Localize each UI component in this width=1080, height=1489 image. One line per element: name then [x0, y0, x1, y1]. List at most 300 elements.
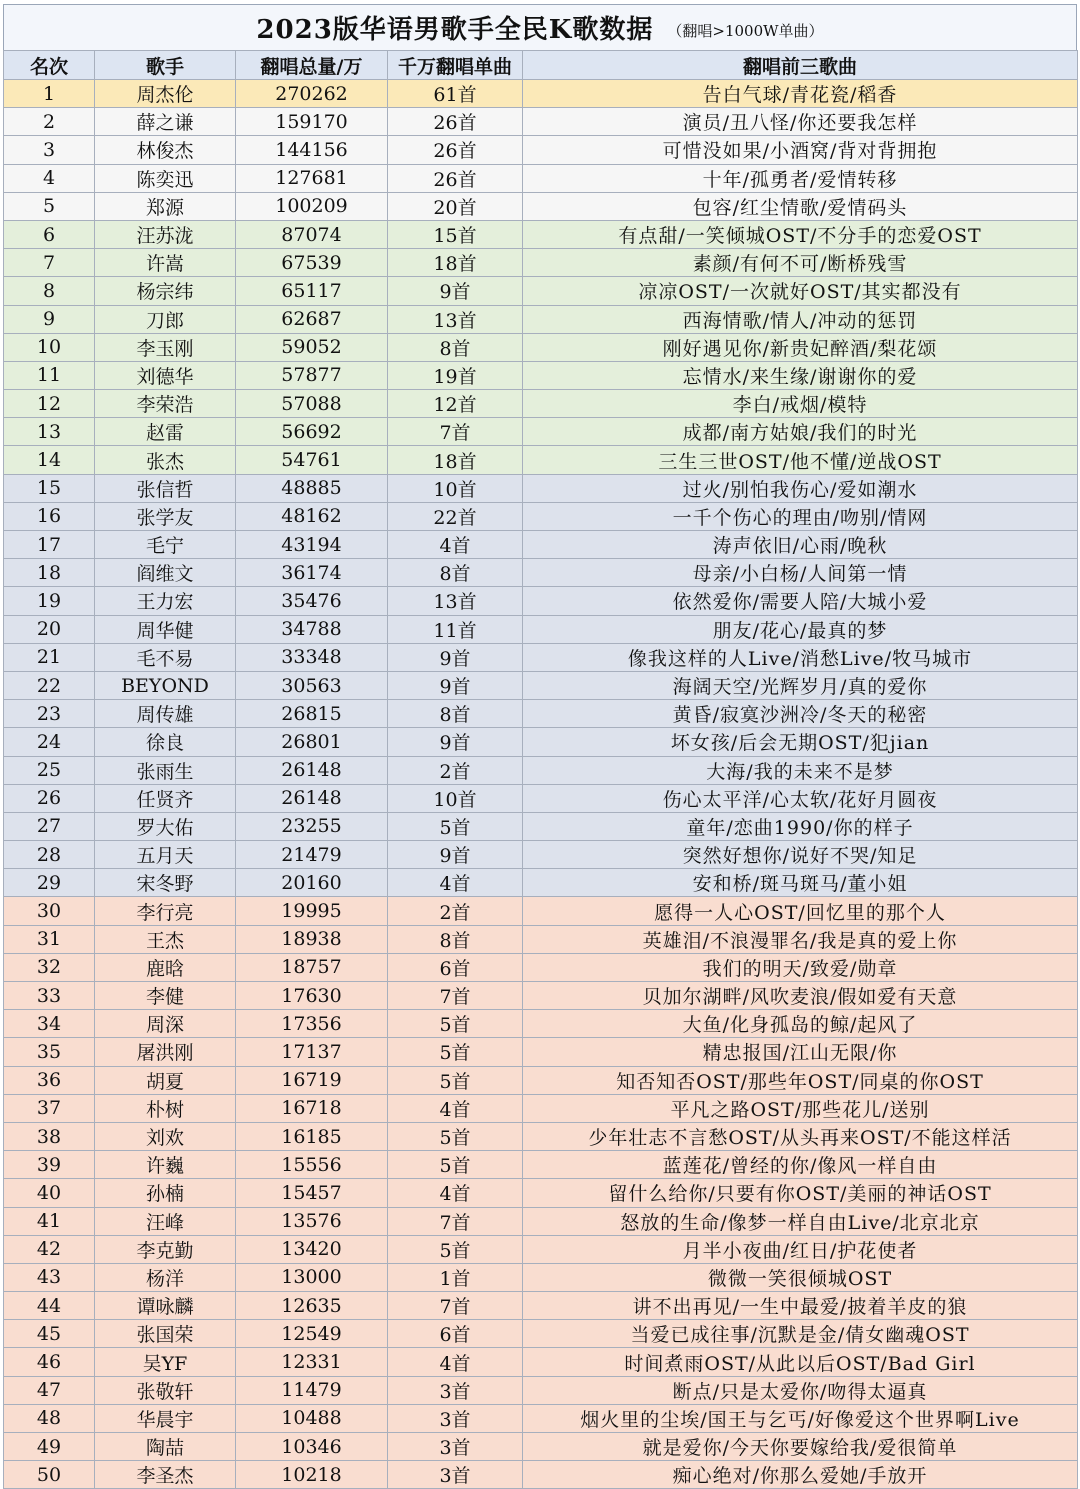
songs-cell: 李白/戒烟/模特: [523, 390, 1078, 418]
rank-cell: 11: [4, 361, 95, 389]
table-row: [4, 80, 1078, 108]
singer-cell: 陶喆: [95, 1433, 236, 1461]
singer-cell: 朴树: [95, 1094, 236, 1122]
table-row: [4, 587, 1078, 615]
total-cell: 87074: [236, 220, 388, 248]
hits-cell: 10首: [388, 474, 523, 502]
table-row: [4, 1207, 1078, 1235]
songs-cell: 大鱼/化身孤岛的鲸/起风了: [523, 1010, 1078, 1038]
hits-cell: 13首: [388, 305, 523, 333]
table-row: [4, 192, 1078, 220]
total-cell: 67539: [236, 249, 388, 277]
hits-cell: 8首: [388, 700, 523, 728]
hits-cell: 5首: [388, 1235, 523, 1263]
table-row: [4, 305, 1078, 333]
rank-cell: 43: [4, 1263, 95, 1291]
total-cell: 15556: [236, 1151, 388, 1179]
hits-cell: 11首: [388, 615, 523, 643]
hits-cell: 18首: [388, 249, 523, 277]
table-row: [4, 643, 1078, 671]
singer-cell: 张学友: [95, 502, 236, 530]
page-title: 2023版华语男歌手全民K歌数据: [256, 15, 654, 45]
rank-cell: 33: [4, 982, 95, 1010]
table-row: [4, 502, 1078, 530]
header-songs: 翻唱前三歌曲: [523, 51, 1078, 80]
total-cell: 43194: [236, 531, 388, 559]
hits-cell: 19首: [388, 361, 523, 389]
singer-cell: 张信哲: [95, 474, 236, 502]
songs-cell: 素颜/有何不可/断桥残雪: [523, 249, 1078, 277]
songs-cell: 精忠报国/江山无限/你: [523, 1038, 1078, 1066]
songs-cell: 就是爱你/今天你要嫁给我/爱很简单: [523, 1433, 1078, 1461]
hits-cell: 7首: [388, 1292, 523, 1320]
table-row: [4, 1122, 1078, 1150]
total-cell: 18938: [236, 925, 388, 953]
songs-cell: 烟火里的尘埃/国王与乞丐/好像爱这个世界啊Live: [523, 1404, 1078, 1432]
total-cell: 34788: [236, 615, 388, 643]
hits-cell: 3首: [388, 1433, 523, 1461]
table-row: [4, 784, 1078, 812]
singer-cell: 五月天: [95, 841, 236, 869]
rank-cell: 39: [4, 1151, 95, 1179]
songs-cell: 微微一笑很倾城OST: [523, 1263, 1078, 1291]
table-row: [4, 108, 1078, 136]
rank-cell: 29: [4, 869, 95, 897]
singer-cell: 周深: [95, 1010, 236, 1038]
singer-cell: 毛不易: [95, 643, 236, 671]
hits-cell: 8首: [388, 925, 523, 953]
hits-cell: 9首: [388, 728, 523, 756]
singer-cell: 吴YF: [95, 1348, 236, 1376]
table-row: [4, 671, 1078, 699]
total-cell: 26148: [236, 784, 388, 812]
hits-cell: 10首: [388, 784, 523, 812]
total-cell: 19995: [236, 897, 388, 925]
hits-cell: 5首: [388, 1038, 523, 1066]
table-row: [4, 220, 1078, 248]
singer-cell: 许巍: [95, 1151, 236, 1179]
table-row: [4, 136, 1078, 164]
total-cell: 17137: [236, 1038, 388, 1066]
songs-cell: 伤心太平洋/心太软/花好月圆夜: [523, 784, 1078, 812]
singer-cell: 刘德华: [95, 361, 236, 389]
songs-cell: 安和桥/斑马斑马/董小姐: [523, 869, 1078, 897]
singer-cell: 杨宗纬: [95, 277, 236, 305]
table-row: [4, 277, 1078, 305]
hits-cell: 4首: [388, 1348, 523, 1376]
table-row: [4, 1179, 1078, 1207]
songs-cell: 演员/丑八怪/你还要我怎样: [523, 108, 1078, 136]
rank-cell: 49: [4, 1433, 95, 1461]
rank-cell: 50: [4, 1461, 95, 1489]
singer-cell: BEYOND: [95, 671, 236, 699]
hits-cell: 15首: [388, 220, 523, 248]
singer-cell: 张雨生: [95, 756, 236, 784]
hits-cell: 8首: [388, 559, 523, 587]
table-row: [4, 1376, 1078, 1404]
total-cell: 12331: [236, 1348, 388, 1376]
hits-cell: 7首: [388, 1207, 523, 1235]
total-cell: 26148: [236, 756, 388, 784]
total-cell: 10346: [236, 1433, 388, 1461]
rank-cell: 17: [4, 531, 95, 559]
table-row: [4, 1348, 1078, 1376]
songs-cell: 朋友/花心/最真的梦: [523, 615, 1078, 643]
songs-cell: 母亲/小白杨/人间第一情: [523, 559, 1078, 587]
hits-cell: 7首: [388, 982, 523, 1010]
table-row: [4, 925, 1078, 953]
hits-cell: 6首: [388, 953, 523, 981]
total-cell: 144156: [236, 136, 388, 164]
table-row: [4, 1094, 1078, 1122]
songs-cell: 大海/我的未来不是梦: [523, 756, 1078, 784]
rank-cell: 26: [4, 784, 95, 812]
singer-cell: 汪峰: [95, 1207, 236, 1235]
singer-cell: 薛之谦: [95, 108, 236, 136]
songs-cell: 月半小夜曲/红日/护花使者: [523, 1235, 1078, 1263]
rank-cell: 22: [4, 671, 95, 699]
songs-cell: 西海情歌/情人/冲动的惩罚: [523, 305, 1078, 333]
singer-cell: 李行亮: [95, 897, 236, 925]
table-row: [4, 615, 1078, 643]
singer-cell: 周传雄: [95, 700, 236, 728]
total-cell: 54761: [236, 446, 388, 474]
table-row: [4, 1320, 1078, 1348]
table-row: [4, 559, 1078, 587]
rank-cell: 38: [4, 1122, 95, 1150]
rank-cell: 4: [4, 164, 95, 192]
songs-cell: 十年/孤勇者/爱情转移: [523, 164, 1078, 192]
header-singer: 歌手: [95, 51, 236, 80]
rank-cell: 48: [4, 1404, 95, 1432]
total-cell: 16719: [236, 1066, 388, 1094]
songs-cell: 坏女孩/后会无期OST/犯jian: [523, 728, 1078, 756]
rank-cell: 3: [4, 136, 95, 164]
songs-cell: 有点甜/一笑倾城OST/不分手的恋爱OST: [523, 220, 1078, 248]
total-cell: 17356: [236, 1010, 388, 1038]
table-row: [4, 1151, 1078, 1179]
hits-cell: 18首: [388, 446, 523, 474]
rank-cell: 12: [4, 390, 95, 418]
title-bar: [3, 4, 1077, 50]
table-row: [4, 1010, 1078, 1038]
singer-cell: 刀郎: [95, 305, 236, 333]
rank-cell: 45: [4, 1320, 95, 1348]
table-row: [4, 474, 1078, 502]
hits-cell: 4首: [388, 1179, 523, 1207]
rank-cell: 35: [4, 1038, 95, 1066]
hits-cell: 4首: [388, 869, 523, 897]
songs-cell: 贝加尔湖畔/风吹麦浪/假如爱有天意: [523, 982, 1078, 1010]
total-cell: 10218: [236, 1461, 388, 1489]
total-cell: 270262: [236, 80, 388, 108]
hits-cell: 6首: [388, 1320, 523, 1348]
table-row: [4, 700, 1078, 728]
total-cell: 127681: [236, 164, 388, 192]
singer-cell: 郑源: [95, 192, 236, 220]
total-cell: 100209: [236, 192, 388, 220]
table-row: [4, 390, 1078, 418]
total-cell: 17630: [236, 982, 388, 1010]
singer-cell: 杨洋: [95, 1263, 236, 1291]
songs-cell: 凉凉OST/一次就好OST/其实都没有: [523, 277, 1078, 305]
rank-cell: 21: [4, 643, 95, 671]
rank-cell: 2: [4, 108, 95, 136]
hits-cell: 4首: [388, 1094, 523, 1122]
table-row: [4, 333, 1078, 361]
singer-cell: 许嵩: [95, 249, 236, 277]
table-row: [4, 728, 1078, 756]
songs-cell: 时间煮雨OST/从此以后OST/Bad Girl: [523, 1348, 1078, 1376]
rank-cell: 27: [4, 812, 95, 840]
songs-cell: 涛声依旧/心雨/晚秋: [523, 531, 1078, 559]
table-row: [4, 446, 1078, 474]
songs-cell: 像我这样的人Live/消愁Live/牧马城市: [523, 643, 1078, 671]
rank-cell: 46: [4, 1348, 95, 1376]
singer-cell: 王杰: [95, 925, 236, 953]
total-cell: 33348: [236, 643, 388, 671]
singer-cell: 周杰伦: [95, 80, 236, 108]
songs-cell: 愿得一人心OST/回忆里的那个人: [523, 897, 1078, 925]
songs-cell: 我们的明天/致爱/勋章: [523, 953, 1078, 981]
total-cell: 20160: [236, 869, 388, 897]
table-row: [4, 756, 1078, 784]
rank-cell: 32: [4, 953, 95, 981]
page-subtitle: （翻唱>1000W单曲）: [667, 22, 824, 40]
total-cell: 18757: [236, 953, 388, 981]
rank-cell: 31: [4, 925, 95, 953]
rank-cell: 34: [4, 1010, 95, 1038]
hits-cell: 3首: [388, 1376, 523, 1404]
total-cell: 12549: [236, 1320, 388, 1348]
hits-cell: 61首: [388, 80, 523, 108]
singer-cell: 谭咏麟: [95, 1292, 236, 1320]
header-row: [4, 51, 1078, 80]
total-cell: 11479: [236, 1376, 388, 1404]
singer-cell: 陈奕迅: [95, 164, 236, 192]
hits-cell: 20首: [388, 192, 523, 220]
singer-cell: 刘欢: [95, 1122, 236, 1150]
hits-cell: 5首: [388, 1122, 523, 1150]
rank-cell: 13: [4, 418, 95, 446]
total-cell: 57877: [236, 361, 388, 389]
rank-cell: 14: [4, 446, 95, 474]
songs-cell: 包容/红尘情歌/爱情码头: [523, 192, 1078, 220]
rank-cell: 15: [4, 474, 95, 502]
hits-cell: 5首: [388, 1151, 523, 1179]
singer-cell: 林俊杰: [95, 136, 236, 164]
rank-cell: 9: [4, 305, 95, 333]
songs-cell: 英雄泪/不浪漫罪名/我是真的爱上你: [523, 925, 1078, 953]
hits-cell: 4首: [388, 531, 523, 559]
rank-cell: 1: [4, 80, 95, 108]
singer-cell: 李克勤: [95, 1235, 236, 1263]
rank-cell: 19: [4, 587, 95, 615]
rank-cell: 16: [4, 502, 95, 530]
total-cell: 13420: [236, 1235, 388, 1263]
rank-cell: 41: [4, 1207, 95, 1235]
songs-cell: 怒放的生命/像梦一样自由Live/北京北京: [523, 1207, 1078, 1235]
total-cell: 15457: [236, 1179, 388, 1207]
table-row: [4, 418, 1078, 446]
hits-cell: 9首: [388, 671, 523, 699]
songs-cell: 讲不出再见/一生中最爱/披着羊皮的狼: [523, 1292, 1078, 1320]
hits-cell: 2首: [388, 897, 523, 925]
total-cell: 30563: [236, 671, 388, 699]
hits-cell: 13首: [388, 587, 523, 615]
rank-cell: 23: [4, 700, 95, 728]
total-cell: 62687: [236, 305, 388, 333]
singer-cell: 华晨宇: [95, 1404, 236, 1432]
songs-cell: 当爱已成往事/沉默是金/倩女幽魂OST: [523, 1320, 1078, 1348]
hits-cell: 9首: [388, 277, 523, 305]
songs-cell: 三生三世OST/他不懂/逆战OST: [523, 446, 1078, 474]
header-hits: 千万翻唱单曲: [388, 51, 523, 80]
table-row: [4, 897, 1078, 925]
total-cell: 16718: [236, 1094, 388, 1122]
hits-cell: 5首: [388, 812, 523, 840]
table-row: [4, 1066, 1078, 1094]
singer-cell: 李健: [95, 982, 236, 1010]
songs-cell: 童年/恋曲1990/你的样子: [523, 812, 1078, 840]
rank-cell: 7: [4, 249, 95, 277]
rank-cell: 44: [4, 1292, 95, 1320]
table-row: [4, 1263, 1078, 1291]
table-row: [4, 164, 1078, 192]
singer-cell: 屠洪刚: [95, 1038, 236, 1066]
hits-cell: 9首: [388, 841, 523, 869]
singer-cell: 宋冬野: [95, 869, 236, 897]
rank-cell: 24: [4, 728, 95, 756]
rank-cell: 6: [4, 220, 95, 248]
table-row: [4, 1038, 1078, 1066]
table-row: [4, 841, 1078, 869]
songs-cell: 一千个伤心的理由/吻别/情网: [523, 502, 1078, 530]
total-cell: 12635: [236, 1292, 388, 1320]
total-cell: 10488: [236, 1404, 388, 1432]
singer-cell: 赵雷: [95, 418, 236, 446]
ranking-document: [3, 4, 1077, 1488]
total-cell: 16185: [236, 1122, 388, 1150]
rank-cell: 40: [4, 1179, 95, 1207]
hits-cell: 12首: [388, 390, 523, 418]
songs-cell: 刚好遇见你/新贵妃醉酒/梨花颂: [523, 333, 1078, 361]
table-row: [4, 982, 1078, 1010]
singer-cell: 汪苏泷: [95, 220, 236, 248]
table-row: [4, 1433, 1078, 1461]
singer-cell: 孙楠: [95, 1179, 236, 1207]
total-cell: 13576: [236, 1207, 388, 1235]
rank-cell: 25: [4, 756, 95, 784]
table-row: [4, 869, 1078, 897]
table-row: [4, 1461, 1078, 1489]
singer-cell: 张杰: [95, 446, 236, 474]
hits-cell: 5首: [388, 1066, 523, 1094]
total-cell: 65117: [236, 277, 388, 305]
songs-cell: 过火/别怕我伤心/爱如潮水: [523, 474, 1078, 502]
total-cell: 35476: [236, 587, 388, 615]
rank-cell: 8: [4, 277, 95, 305]
ranking-table: [3, 50, 1078, 1489]
total-cell: 159170: [236, 108, 388, 136]
total-cell: 26815: [236, 700, 388, 728]
songs-cell: 留什么给你/只要有你OST/美丽的神话OST: [523, 1179, 1078, 1207]
hits-cell: 8首: [388, 333, 523, 361]
songs-cell: 依然爱你/需要人陪/大城小爱: [523, 587, 1078, 615]
total-cell: 21479: [236, 841, 388, 869]
hits-cell: 1首: [388, 1263, 523, 1291]
rank-cell: 36: [4, 1066, 95, 1094]
header-total: 翻唱总量/万: [236, 51, 388, 80]
songs-cell: 可惜没如果/小酒窝/背对背拥抱: [523, 136, 1078, 164]
songs-cell: 断点/只是太爱你/吻得太逼真: [523, 1376, 1078, 1404]
table-row: [4, 1235, 1078, 1263]
songs-cell: 黄昏/寂寞沙洲冷/冬天的秘密: [523, 700, 1078, 728]
total-cell: 57088: [236, 390, 388, 418]
hits-cell: 5首: [388, 1010, 523, 1038]
singer-cell: 张敬轩: [95, 1376, 236, 1404]
table-body: [4, 80, 1078, 1489]
singer-cell: 周华健: [95, 615, 236, 643]
songs-cell: 平凡之路OST/那些花儿/送别: [523, 1094, 1078, 1122]
singer-cell: 张国荣: [95, 1320, 236, 1348]
hits-cell: 9首: [388, 643, 523, 671]
songs-cell: 告白气球/青花瓷/稻香: [523, 80, 1078, 108]
songs-cell: 突然好想你/说好不哭/知足: [523, 841, 1078, 869]
hits-cell: 26首: [388, 164, 523, 192]
rank-cell: 28: [4, 841, 95, 869]
hits-cell: 26首: [388, 136, 523, 164]
singer-cell: 毛宁: [95, 531, 236, 559]
singer-cell: 徐良: [95, 728, 236, 756]
rank-cell: 5: [4, 192, 95, 220]
rank-cell: 47: [4, 1376, 95, 1404]
songs-cell: 海阔天空/光辉岁月/真的爱你: [523, 671, 1078, 699]
total-cell: 59052: [236, 333, 388, 361]
singer-cell: 阎维文: [95, 559, 236, 587]
singer-cell: 胡夏: [95, 1066, 236, 1094]
songs-cell: 忘情水/来生缘/谢谢你的爱: [523, 361, 1078, 389]
total-cell: 13000: [236, 1263, 388, 1291]
header-rank: 名次: [4, 51, 95, 80]
rank-cell: 37: [4, 1094, 95, 1122]
singer-cell: 李荣浩: [95, 390, 236, 418]
singer-cell: 王力宏: [95, 587, 236, 615]
total-cell: 23255: [236, 812, 388, 840]
table-row: [4, 1404, 1078, 1432]
singer-cell: 李玉刚: [95, 333, 236, 361]
table-row: [4, 531, 1078, 559]
rank-cell: 10: [4, 333, 95, 361]
rank-cell: 30: [4, 897, 95, 925]
rank-cell: 18: [4, 559, 95, 587]
table-row: [4, 249, 1078, 277]
table-row: [4, 953, 1078, 981]
total-cell: 48162: [236, 502, 388, 530]
singer-cell: 鹿晗: [95, 953, 236, 981]
table-row: [4, 812, 1078, 840]
hits-cell: 22首: [388, 502, 523, 530]
singer-cell: 任贤齐: [95, 784, 236, 812]
songs-cell: 成都/南方姑娘/我们的时光: [523, 418, 1078, 446]
total-cell: 26801: [236, 728, 388, 756]
hits-cell: 7首: [388, 418, 523, 446]
singer-cell: 李圣杰: [95, 1461, 236, 1489]
hits-cell: 3首: [388, 1404, 523, 1432]
rank-cell: 42: [4, 1235, 95, 1263]
songs-cell: 痴心绝对/你那么爱她/手放开: [523, 1461, 1078, 1489]
songs-cell: 知否知否OST/那些年OST/同桌的你OST: [523, 1066, 1078, 1094]
